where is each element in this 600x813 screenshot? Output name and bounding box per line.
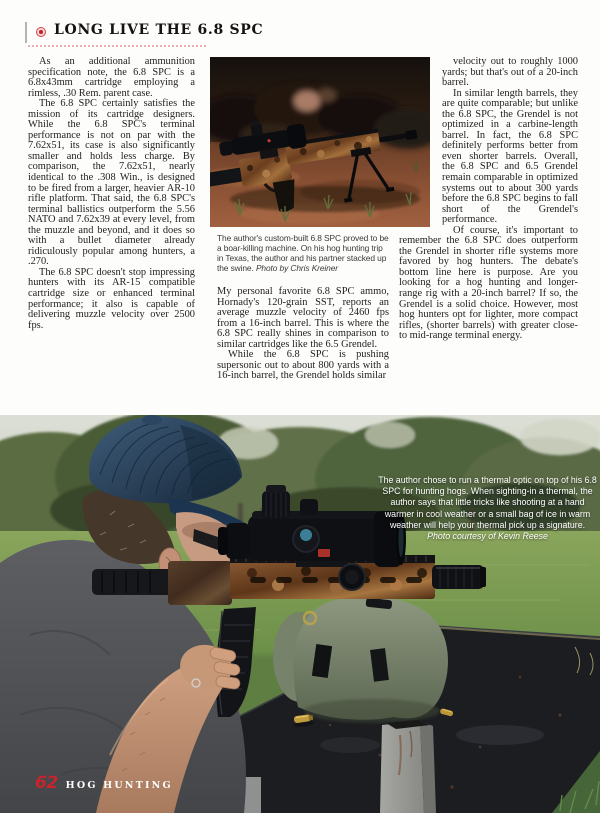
top-photo-caption-credit: Photo by Chris Kreiner [255,263,338,273]
top-photo-caption-text: The author's custom-built 6.8 SPC proved to be a boar-killing machine. On his hog hunting trip in Texas, the author and his partner stacked up the swine. [217,233,389,273]
steel-post [380,720,436,813]
magazine-title: HOG HUNTING [65,780,173,791]
header-dotted-underline [28,45,206,47]
cap-button [142,415,162,425]
column-left [28,57,195,331]
column-right [399,57,578,342]
column-middle [217,287,389,382]
body-paragraph: My personal favorite 6.8 SPC ammo, Hornady's 120-grain SST, reports an average muzzle velocity of 2460 fps from a 16-inch barrel. This is where the 6.8 SPC really shines in comparison to similar cartridges like the 6.5 Grendel. [217,286,389,350]
page-kicker-title: LONG LIVE THE 6.8 SPC [54,22,264,38]
photo-wrap-spacer [399,57,442,234]
rifle-stock [92,569,174,595]
body-paragraph: velocity out to roughly 1000 yards; but that's out of a 20-inch barrel. [442,56,578,89]
bottom-photo-caption-text: The author chose to run a thermal optic on top of his 6.8 SPC for hunting hogs. When sighting-in a thermal, the author says that little tricks like shooting at a hand warmer in cool weather or a small bag of ice in warm weather will help your thermal pick up a signature. [378,475,597,530]
bottom-photo-caption [378,475,597,542]
rifle-hogs-photo [210,57,430,227]
optic-red-label [318,549,330,557]
optic-blue-button [300,529,312,541]
bullseye-icon [36,27,46,37]
page-footer [35,773,173,793]
shooter-bench-photo [0,415,600,813]
body-paragraph: In similar length barrels, they are quite comparable; but unlike the 6.8 SPC, the Grendel is not optimized in a carbine-length barrel. In fact, the 6.8 SPC definitely performs better from even shorter barrels. Overall, the 6.8 SPC and 6.5 Grendel remain comparable in optimized systems out to about 300 yards before the 6.8 SPC begins to fall short of the Grendel's performance. [442,87,578,226]
rifle-hogs-photo-art [210,57,430,227]
body-paragraph: While the 6.8 SPC is pushing supersonic out to about 800 yards with a 16-inch barrel, the Grendel holds similar [217,349,389,382]
body-paragraph: The 6.8 SPC doesn't stop impressing hunters with its AR-15 compatible cartridge size or enhanced terminal performance; it also is capable of delivering muzzle velocity over 2500 fps. [28,266,195,331]
body-paragraph: The 6.8 SPC certainly satisfies the mission of its cartridge designers. While the 6.8 SPC's terminal performance is not on par with the 7.62x51, its case is also significantly smaller and holds less charge. By comparison, the 7.62x51, nearly identical to the .308 Win., is designed to be fired from a larger, heavier AR-10 rifle platform. That said, the 6.8 SPC's terminal ballistics outperform the 5.56 NATO and 7.62x39 at every level, from the muzzle and beyond, and it does so with a bullet diameter already ridiculously popular among hunters, a .270. [28,98,195,268]
page-number: 62 [35,773,58,793]
optic-eyepiece [226,523,250,559]
body-paragraph: As an additional ammunition specification note, the 6.8 SPC is a 6.8x43mm cartridge employing a rimless, .30 Rem. parent case. [28,56,195,99]
top-photo-caption [217,233,390,273]
bench-leg [244,777,261,813]
header-divider-line [25,22,27,43]
shooting-bag [273,596,448,723]
bottom-photo-caption-credit: Photo courtesy of Kevin Reese [427,531,548,542]
body-paragraph: Of course, it's important to remember the 6.8 SPC does outperform the Grendel in shorter rifle systems more favored by hog hunters. The debate's bottom line here is purpose. Are you looking for a hog hunting and longer-range rig with a 20-inch barrel? If so, the Grendel is a solid choice. However, most hog hunters opt for lighter, more compact rifles, (shorter barrels) with greater close- to mid-range terminal energy. [399,224,578,342]
